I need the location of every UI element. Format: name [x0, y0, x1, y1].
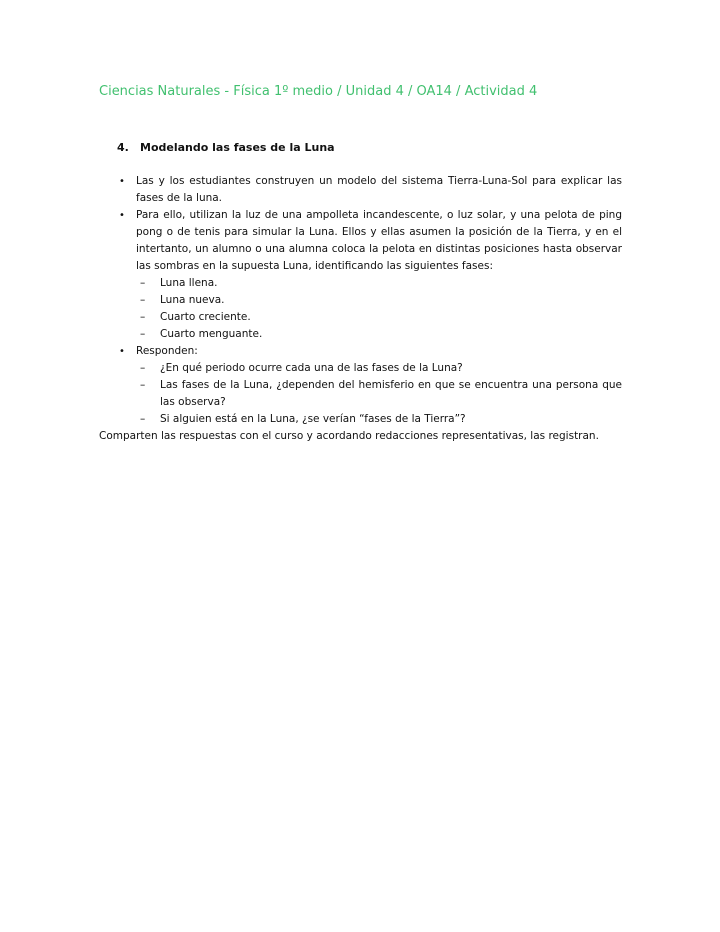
- list-item: [99, 207, 622, 275]
- bullet-marker: •: [119, 346, 125, 357]
- sub-item-text: Cuarto menguante.: [160, 328, 263, 340]
- sub-list-item: [99, 377, 622, 411]
- activity-title: Modelando las fases de la Luna: [140, 141, 335, 154]
- sub-list-item: [99, 275, 622, 292]
- sub-item-text: Cuarto creciente.: [160, 311, 251, 323]
- bullet-text: Las y los estudiantes construyen un modelo del sistema Tierra-Luna-Sol para explicar las fases de la luna.: [136, 175, 622, 204]
- sub-item-text: Las fases de la Luna, ¿dependen del hemisferio en que se encuentra una persona que las observa?: [160, 379, 622, 408]
- sub-list-item: [99, 309, 622, 326]
- dash-marker: –: [140, 379, 146, 391]
- bullet-list: [99, 173, 622, 428]
- sub-list-item: [99, 411, 622, 428]
- list-item: [99, 343, 622, 360]
- sub-item-text: ¿En qué periodo ocurre cada una de las fases de la Luna?: [160, 362, 463, 374]
- sub-list-item: [99, 326, 622, 343]
- closing-paragraph: Comparten las respuestas con el curso y acordando redacciones representativas, las registran.: [99, 430, 599, 442]
- activity-heading: [99, 139, 622, 156]
- bullet-text: Responden:: [136, 345, 198, 357]
- sub-item-text: Si alguien está en la Luna, ¿se verían “fases de la Tierra”?: [160, 413, 466, 425]
- document-content: [99, 84, 622, 445]
- sub-list-item: [99, 292, 622, 309]
- sub-item-text: Luna llena.: [160, 277, 218, 289]
- bullet-text: Para ello, utilizan la luz de una ampolleta incandescente, o luz solar, y una pelota de ping pong o de tenis para simular la Luna. Ellos y ellas asumen la posición de la Tierra, y en el intertanto, un alumno o una alumna coloca la pelota en distintas posiciones hasta observar las sombras en la supuesta Luna, identificando las siguientes fases:: [136, 209, 622, 272]
- bullet-marker: •: [119, 176, 125, 187]
- dash-marker: –: [140, 294, 146, 306]
- bullet-marker: •: [119, 210, 125, 221]
- sub-list-item: [99, 360, 622, 377]
- breadcrumb: Ciencias Naturales - Física 1º medio / Unidad 4 / OA14 / Actividad 4: [99, 84, 538, 99]
- activity-number: 4.: [117, 141, 129, 154]
- dash-marker: –: [140, 328, 146, 340]
- dash-marker: –: [140, 277, 146, 289]
- dash-marker: –: [140, 311, 146, 323]
- sub-item-text: Luna nueva.: [160, 294, 225, 306]
- dash-marker: –: [140, 413, 146, 425]
- list-item: [99, 173, 622, 207]
- dash-marker: –: [140, 362, 146, 374]
